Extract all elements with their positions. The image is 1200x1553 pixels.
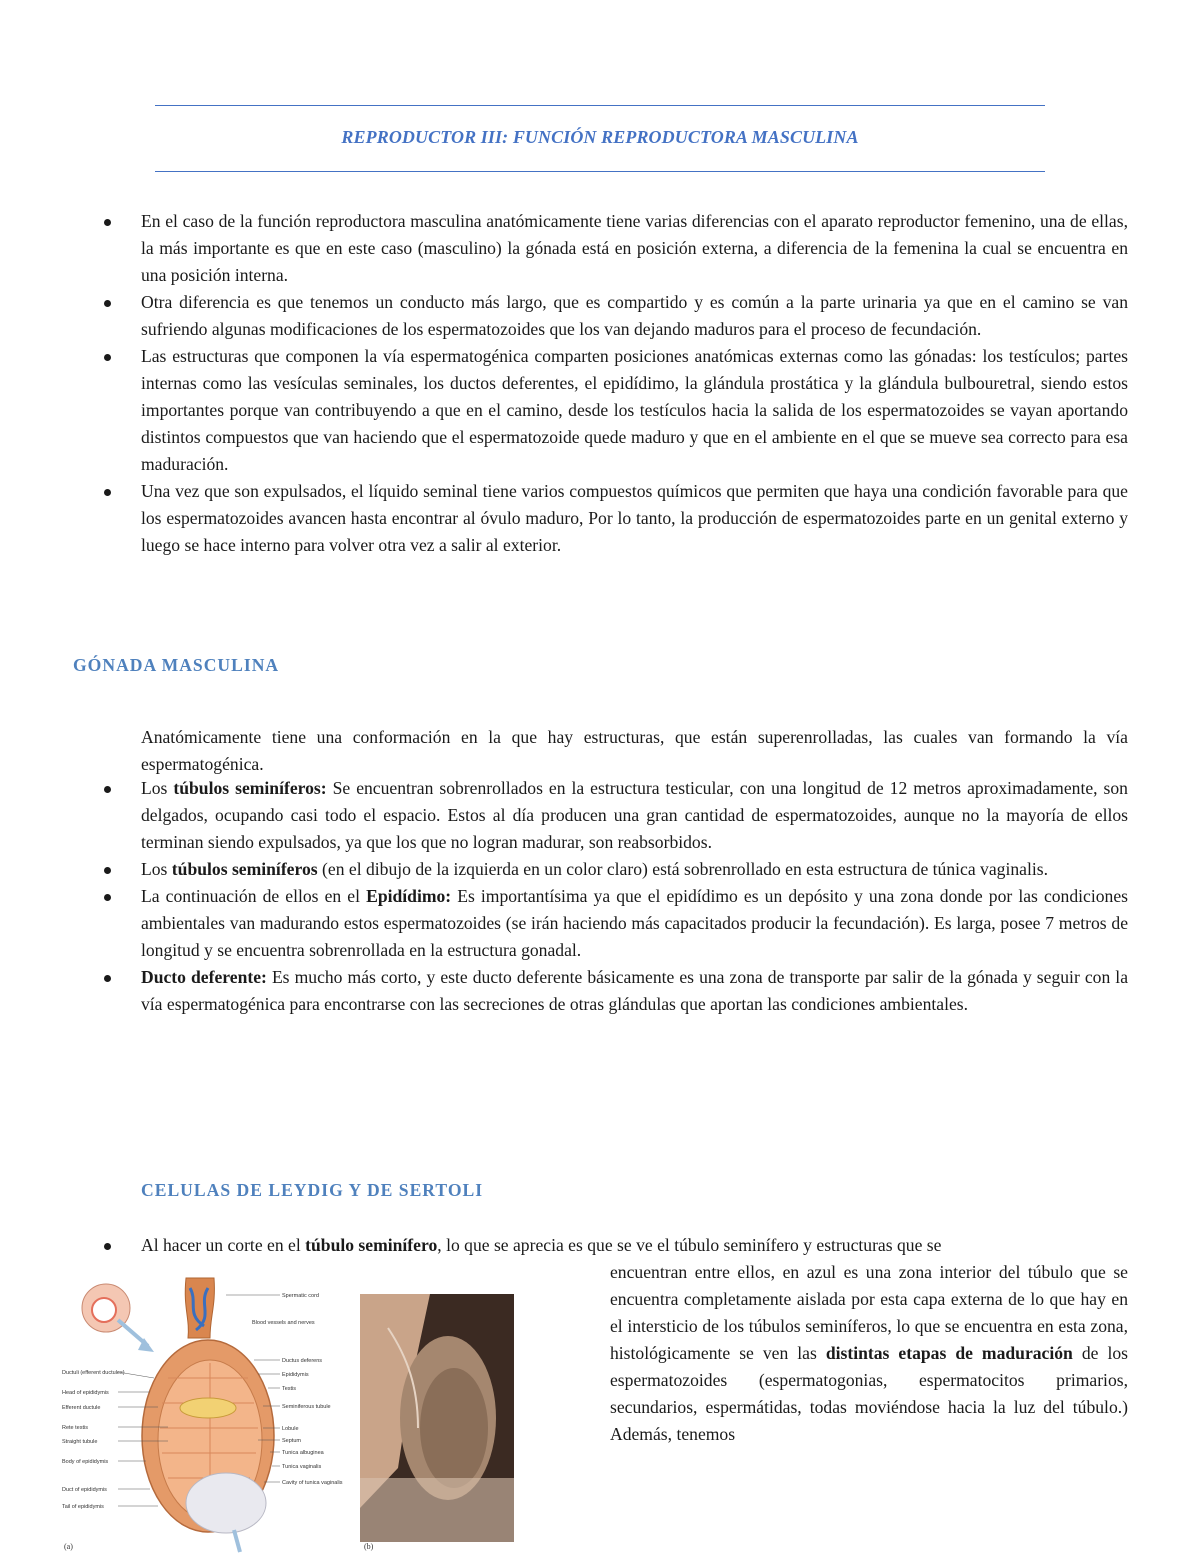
bullet-icon bbox=[104, 489, 111, 496]
bullet-icon bbox=[104, 354, 111, 361]
label-body-epididymis: Body of epididymis bbox=[62, 1459, 109, 1465]
gonada-bullet-list bbox=[0, 775, 1200, 1018]
gonada-intro-paragraph: Anatómicamente tiene una conformación en la que hay estructuras, que están superenrolladas, las cuales van formando la vía espermatogénica. bbox=[141, 727, 1128, 774]
leydig-bullet-list bbox=[0, 1232, 1200, 1259]
bullet-icon bbox=[104, 1243, 111, 1250]
bullet-icon bbox=[104, 894, 111, 901]
label-seminiferous-tubule: Seminiferous tubule bbox=[282, 1404, 331, 1410]
panel-b-label: (b) bbox=[364, 1542, 374, 1551]
label-tail-epididymis: Tail of epididymis bbox=[62, 1504, 104, 1510]
bullet-icon bbox=[104, 786, 111, 793]
list-item: Los túbulos seminíferos (en el dibujo de la izquierda en un color claro) está sobrenrollado en esta estructura de túnica vaginalis. bbox=[0, 856, 1200, 883]
label-ductuli: Ductuli (efferent ductules) bbox=[62, 1370, 125, 1376]
title-rule-top bbox=[155, 105, 1045, 106]
bullet-icon bbox=[104, 867, 111, 874]
bullet-icon bbox=[104, 975, 111, 982]
label-efferent-ductule: Efferent ductule bbox=[62, 1405, 101, 1411]
list-item: Los túbulos seminíferos: Se encuentran sobrenrollados en la estructura testicular, con una longitud de 12 metros aproximadamente, son delgados, ocupando casi todo el espacio. Estos al día producen una gran cantidad de espermatozoides, aunque no la mayoría de ellos terminan siendo expulsados, ya que los que no logran madurar, son reabsorbidos. bbox=[0, 775, 1200, 856]
page-title: REPRODUCTOR III: FUNCIÓN REPRODUCTORA MASCULINA bbox=[341, 127, 859, 147]
bullet-icon bbox=[104, 219, 111, 226]
label-straight-tubule: Straight tubule bbox=[62, 1439, 98, 1445]
label-tunica-vaginalis: Tunica vaginalis bbox=[282, 1464, 322, 1470]
label-blood-vessels: Blood vessels and nerves bbox=[252, 1320, 315, 1326]
label-spermatic-cord: Spermatic cord bbox=[282, 1293, 319, 1299]
section-heading-gonada: GÓNADA MASCULINA bbox=[73, 655, 280, 675]
label-ductus-deferens: Ductus deferens bbox=[282, 1358, 323, 1364]
label-head-epididymis: Head of epididymis bbox=[62, 1390, 109, 1396]
label-septum: Septum bbox=[282, 1438, 301, 1444]
list-item: Al hacer un corte en el túbulo seminífero, lo que se aprecia es que se ve el túbulo seminífero y estructuras que se bbox=[0, 1232, 1200, 1259]
panel-a-label: (a) bbox=[64, 1542, 73, 1551]
section-heading-leydig: CELULAS DE LEYDIG Y DE SERTOLI bbox=[141, 1180, 484, 1200]
testis-diagram bbox=[64, 1278, 274, 1552]
label-tunica-albuginea: Tunica albuginea bbox=[282, 1450, 324, 1456]
intro-bullet-list bbox=[0, 208, 1200, 559]
label-lobule: Lobule bbox=[282, 1426, 299, 1432]
list-item: Una vez que son expulsados, el líquido seminal tiene varios compuestos químicos que permiten que haya una condición favorable para que los espermatozoides avancen hasta encontrar al óvulo maduro, Por lo tanto, la producción de espermatozoides parte en un genital externo y luego se hace interno para volver otra vez a salir al exterior. bbox=[0, 478, 1200, 559]
label-rete-testis: Rete testis bbox=[62, 1425, 88, 1431]
testis-photo bbox=[360, 1294, 514, 1551]
list-item: Las estructuras que componen la vía espermatogénica comparten posiciones anatómicas externas como las gónadas: los testículos; partes internas como las vesículas seminales, los ductos deferentes, el epidídimo, la glándula prostática y la glándula bulbouretral, siendo estos importantes porque van contribuyendo a que en el camino, desde los testículos hacia la salida de los espermatozoides se vayan aportando distintos compuestos que van haciendo que el espermatozoide quede maduro y que en el ambiente en el que se mueve sea correcto para esa maduración. bbox=[0, 343, 1200, 478]
label-cavity: Cavity of tunica vaginalis bbox=[282, 1480, 343, 1486]
list-item: Ducto deferente: Es mucho más corto, y este ducto deferente básicamente es una zona de transporte par salir de la gónada y seguir con la vía espermatogénica para encontrarse con las secreciones de otras glándulas que aportan las condiciones ambientales. bbox=[0, 964, 1200, 1018]
list-item: Otra diferencia es que tenemos un conducto más largo, que es compartido y es común a la parte urinaria ya que en el camino se van sufriendo algunas modificaciones de los espermatozoides que los van dejando maduros para el proceso de fecundación. bbox=[0, 289, 1200, 343]
label-epididymis: Epididymis bbox=[282, 1372, 309, 1378]
label-testis: Testis bbox=[282, 1386, 297, 1392]
label-duct-epididymis: Duct of epididymis bbox=[62, 1487, 107, 1493]
title-rule-bottom bbox=[155, 171, 1045, 172]
testis-anatomy-figure bbox=[58, 1268, 530, 1553]
list-item: En el caso de la función reproductora masculina anatómicamente tiene varias diferencias con el aparato reproductor femenino, una de ellas, la más importante es que en este caso (masculino) la gónada está en posición externa, a diferencia de la femenina la cual se encuentra en una posición interna. bbox=[0, 208, 1200, 289]
bullet-icon bbox=[104, 300, 111, 307]
list-item: La continuación de ellos en el Epidídimo: Es importantísima ya que el epidídimo es un depósito y una zona donde por las condiciones ambientales van madurando estos espermatozoides (se irán haciendo más capacitados producir la fecundación). Es larga, posee 7 metros de longitud y se encuentra sobrenrollada en la estructura gonadal. bbox=[0, 883, 1200, 964]
leydig-wrapped-paragraph: encuentran entre ellos, en azul es una zona interior del túbulo que se encuentra completamente aislada por esta capa externa de lo que hay en el intersticio de los túbulos seminíferos, lo que se encuentra en esta zona, histológicamente se ven las distintas etapas de maduración de los espermatozoides (espermatogonias, espermatocitos primarios, secundarios, espermátidas, todas moviéndose hacia la luz del túbulo.) Además, tenemos bbox=[610, 1262, 1128, 1444]
